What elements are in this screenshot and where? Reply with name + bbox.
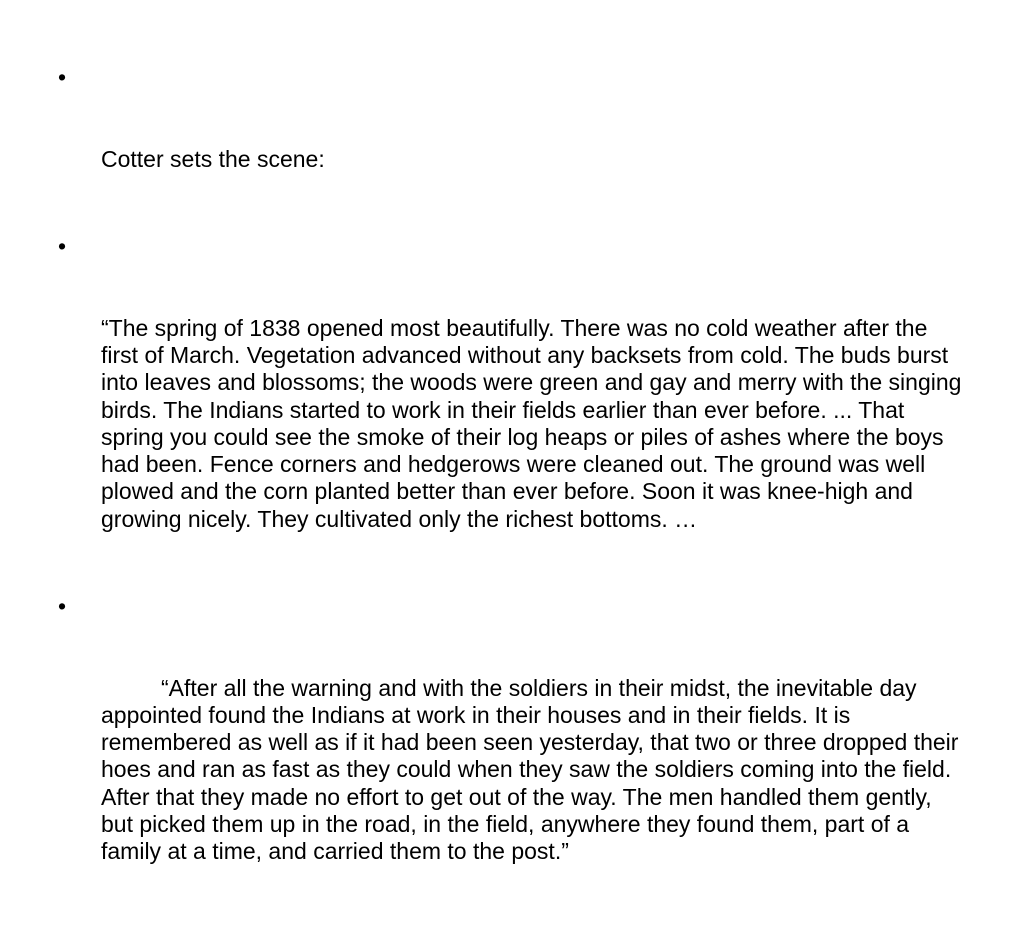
bullet-item: [58, 593, 968, 921]
bullet-list: [58, 64, 968, 925]
bullet-icon: •: [58, 64, 67, 90]
bullet-item: [58, 233, 968, 588]
bullet-text: Cotter sets the scene:: [101, 145, 325, 172]
bullet-item: [58, 64, 968, 228]
bullet-text: “After all the warning and with the soldiers in their midst, the inevitable day appointed found the Indians at work in their houses and in their fields. It is remembered as well as if it had been seen yesterday, that two or three dropped their hoes and ran as fast as they could when they saw the soldiers coming into the field. After that they made no effort to get out of the way. The men handled them gently, but picked them up in the road, in the field, anywhere they found them, part of a family at a time, and carried them to the post.”: [101, 674, 965, 865]
bullet-text: “The spring of 1838 opened most beautifully. There was no cold weather after the first of March. Vegetation advanced without any backsets from cold. The buds burst into leaves and blossoms; the woods were green and gay and merry with the singing birds. The Indians started to work in their fields earlier than ever before. ... That spring you could see the smoke of their log heaps or piles of ashes where the boys had been. Fence corners and hedgerows were cleaned out. The ground was well plowed and the corn planted better than ever before. Soon it was knee-high and growing nicely. They cultivated only the richest bottoms. …: [101, 314, 968, 532]
bullet-icon: •: [58, 232, 67, 259]
bullet-icon: •: [58, 592, 67, 619]
